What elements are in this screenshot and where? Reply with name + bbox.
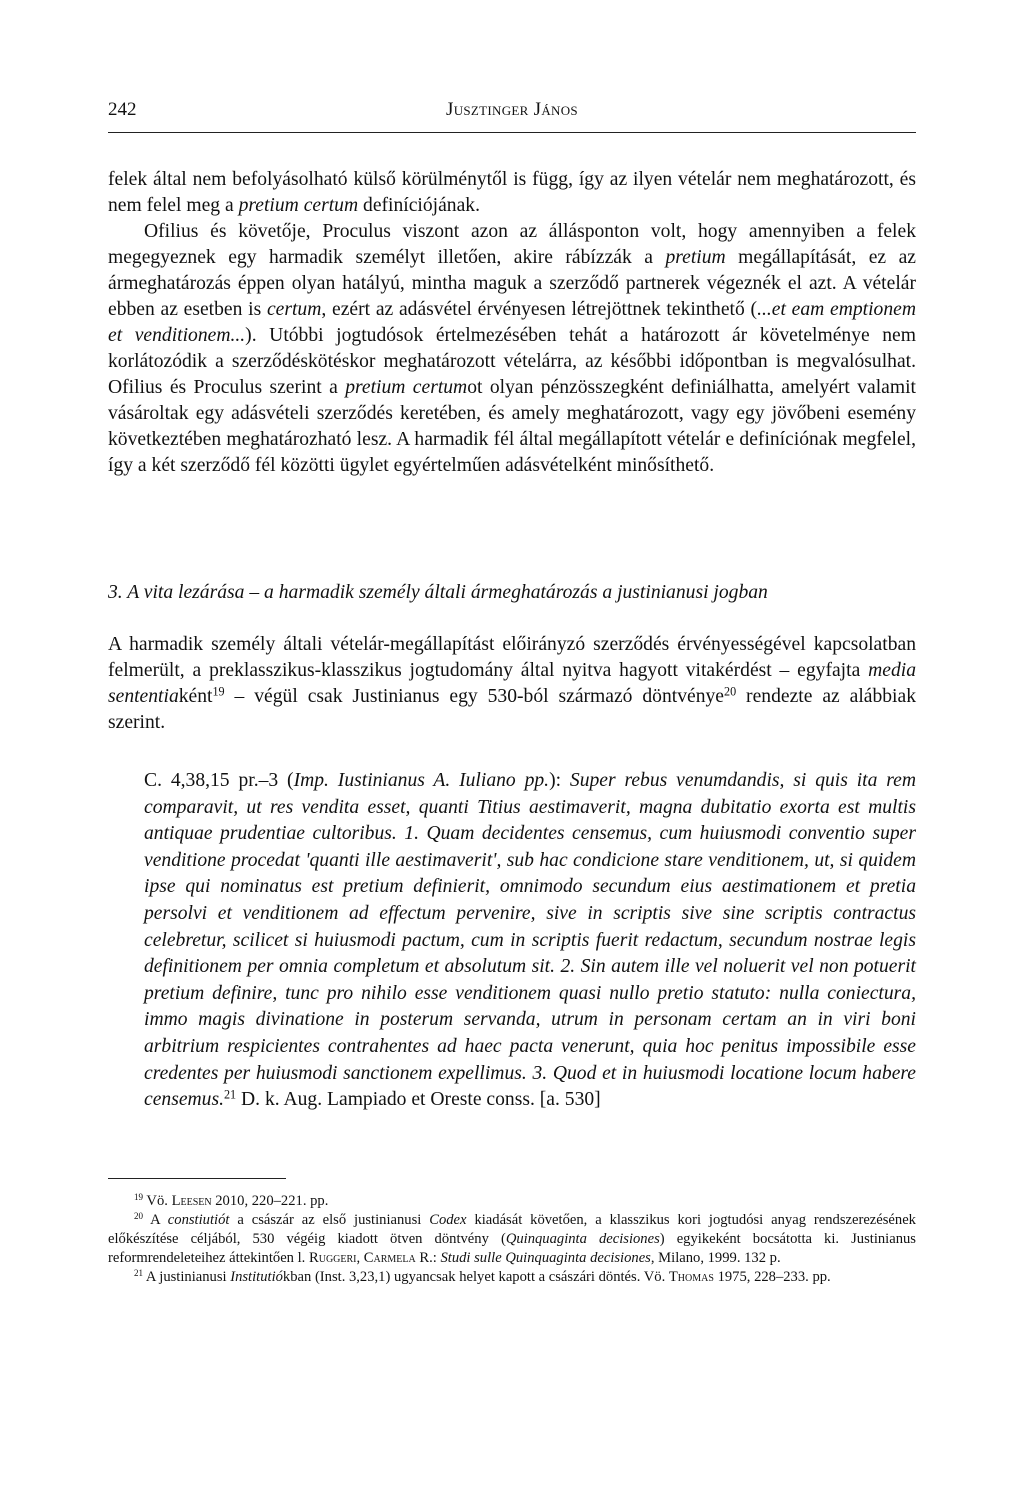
text-span: R.: [415,1250,441,1266]
italic-term: Institutió [230,1269,283,1285]
latin-quotation: Super rebus venumdandis, si quis ita rem comparavit, ut res vendita esset, quanti Titius aestimaverit, magna dubitatio exorta est multis antiquae prudentiae cultoribus. 1. Quam decidentes censemus, cum huiusmodi conventio super venditione procedat 'quanti ille aestimaverit', sub hac condicione stare venditionem, ut, si quidem ipse qui nominatus est pretium definierit, omnimodo secundum eius aestimationem et pretia persolvi et venditionem ad effectum pervenire, sive in scriptis sive sine scriptis contractus celebretur, scilicet si huiusmodi pactum, cum in scriptis fuerit redactum, secundum nostrae legis definitionem per omnia completum et absolutum sit. 2. Sin autem ille vel noluerit vel non potuerit pretium definire, tunc pro nihilo esse venditionem quasi nullo pretio statuto: nulla coniectura, immo magis divinatione in posterum servanda, utrum in personam certam an in viri boni arbitrium respicientes contrahentes ad haec pacta venerunt, quia hoc penitus impossibile esse credentes per huiusmodi sanctionem expellimus. 3. Quod et in huiusmodi locatione locum habere censemus. [144,770,916,1111]
italic-term: Codex [429,1212,467,1228]
footnote-rule [108,1178,286,1179]
italic-term: Studi sulle Quinquaginta decisiones [440,1250,651,1266]
text-span: kiadását követően, a klasszikus kori jogtudósi anyag rendszerezésének előkészítése céljából, 530 végéig kiadott ötven döntvény ( [108,1212,916,1247]
text-span: 2010, 220–221. pp. [211,1193,329,1209]
footnotes [108,1192,916,1287]
footnote-21 [108,1268,916,1287]
running-title: Jusztinger János [446,99,578,120]
header-rule [108,132,916,133]
text-span: kban (Inst. 3,23,1) ugyancsak helyet kapott a császári döntés. Vö. [282,1269,669,1285]
italic-term: media sententia [108,660,916,707]
author-name: Thomas [668,1269,714,1285]
text-span: felek által nem befolyásolható külső körülménytől is függ, így az ilyen vételár nem meghatározott, és nem felel meg a [108,169,916,216]
text-span: C. 4,38,15 pr.–3 ( [144,770,294,791]
italic-term: pretium certum [345,377,468,398]
author-name: Ruggeri, Carmela [308,1250,416,1266]
italic-term: constiutiót [167,1212,230,1228]
paragraph-1 [108,167,916,219]
text-span: ): [549,770,570,791]
text-span: rendezte az alábbiak szerint. [108,686,916,733]
footnote-ref[interactable]: 19 [212,684,225,699]
footnote-number: 21 [134,1268,144,1279]
text-span: Ofilius és követője, Proculus viszont azon az állásponton volt, hogy amennyiben a felek megegyeznek egy harmadik személyt illetően, akire rábízzák a [108,221,916,268]
italic-term: Quinquaginta decisiones [505,1231,660,1247]
italic-term: Imp. Iustinianus A. Iuliano pp. [293,770,550,791]
paragraph-2 [108,219,916,479]
italic-term: pretium certum [238,195,359,216]
footnote-20 [108,1211,916,1268]
text-span: A justinianusi [143,1269,231,1285]
paragraph-3 [108,632,916,736]
footnote-number: 20 [134,1211,144,1222]
text-span: definíciójának. [358,195,480,216]
footnote-19 [108,1192,916,1211]
text-span: ként [178,686,213,707]
section-heading: 3. A vita lezárása – a harmadik személy általi ármeghatározás a justinianusi jogban [108,582,768,603]
text-span: ) egyikeként bocsátotta ki. Justinianus reformrendeleteihez áttekintően l. [108,1231,916,1266]
page-number: 242 [108,99,137,120]
text-span: Vö. [143,1193,172,1209]
text-span: ). Utóbbi jogtudósok értelmezésében tehát a határozott ár követelménye nem korlátozódik a szerződéskötéskor meghatározott vételárra, az későbbi időpontban is megvalósulhat. Ofilius és Proculus szerint a [108,325,916,398]
footnote-ref[interactable]: 21 [223,1087,237,1102]
text-span: ot olyan pénzösszegként definiálhatta, amelyért valamit vásároltak egy adásvételi szerződés keretében, és amely meghatározott, vagy egy jövőbeni esemény következtében meghatározható lesz. A harmadik fél által megállapított vételár e definíciónak megfelel, így a két szerződő fél közötti ügylet egyértelműen adásvételként minősíthető. [108,377,916,476]
text-span: – végül csak Justinianus egy 530-ból származó döntvénye [224,686,724,707]
text-span: D. k. Aug. Lampiado et Oreste conss. [a. 530] [236,1089,601,1111]
author-name: Leesen [171,1193,212,1209]
italic-term: ...et eam emptionem et venditionem... [108,299,916,346]
footnote-ref[interactable]: 20 [724,684,737,699]
text-span: , ezért az adásvétel érvényesen létrejöttnek tekinthető ( [321,299,758,320]
text-span: A [143,1212,168,1228]
text-span: a császár az első justinianusi [229,1212,430,1228]
block-quote [144,768,916,1114]
text-span: 1975, 228–233. pp. [713,1269,831,1285]
italic-term: certum [266,299,322,320]
italic-term: pretium [665,247,726,268]
text-span: , Milano, 1999. 132 p. [650,1250,781,1266]
text-span: megállapítását, ez az ármeghatározás éppen olyan hatályú, mintha maguk a szerződő partnerek végeznék el azt. A vételár ebben az esetben is [108,247,916,320]
text-span: A harmadik személy általi vételár-megállapítást előirányzó szerződés érvényességével kapcsolatban felmerült, a preklasszikus-klasszikus jogtudomány által nyitva hagyott vitakérdést – egyfajta [108,634,916,681]
footnote-number: 19 [134,1192,144,1203]
